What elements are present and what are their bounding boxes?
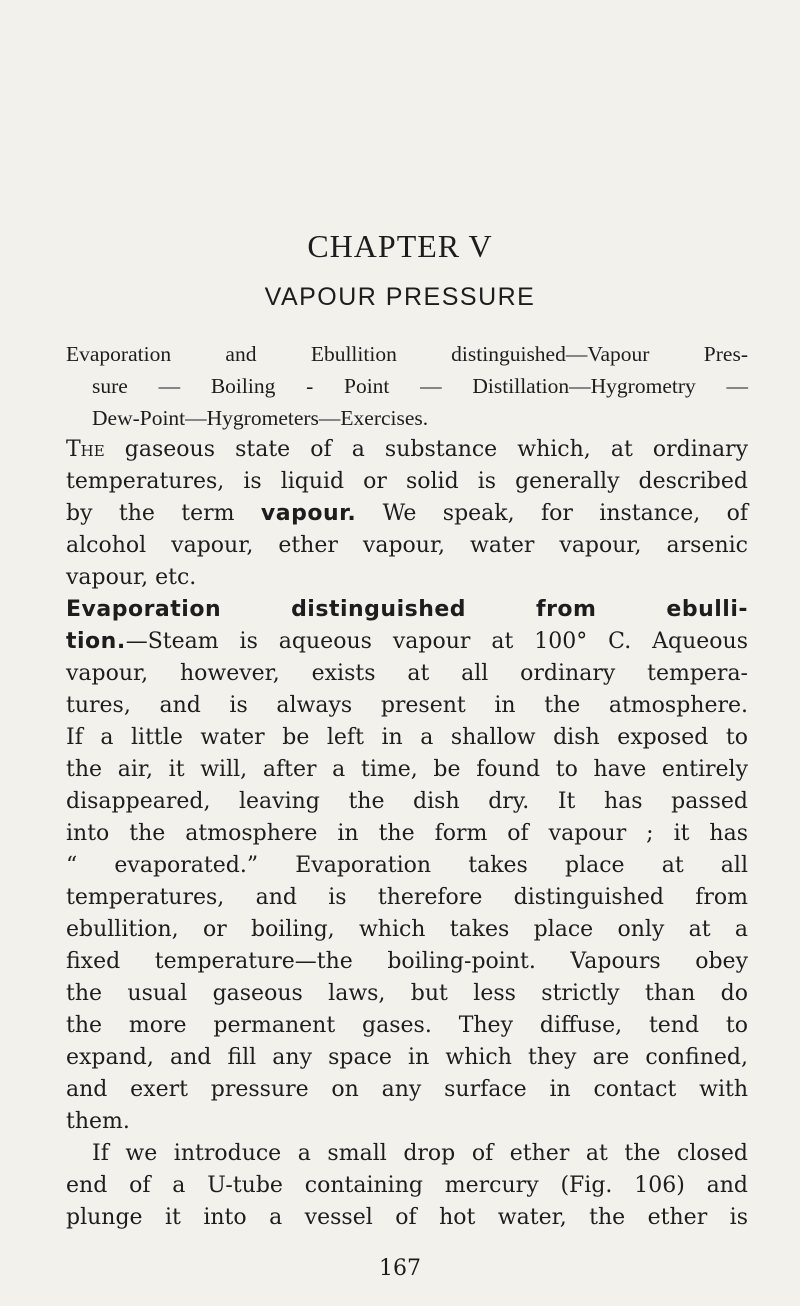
paragraph-line: the air, it will, after a time, be found to have entirely — [66, 757, 748, 782]
paragraph-line: “ evaporated.” Evaporation takes place at all — [66, 853, 748, 878]
chapter-heading: CHAPTER V — [307, 228, 493, 264]
paragraph-line: the usual gaseous laws, but less strictly than do — [66, 981, 748, 1006]
chapter-summary — [66, 338, 748, 434]
paragraph-line: expand, and fill any space in which they are confined, — [66, 1045, 748, 1070]
paragraph-line: temperatures, is liquid or solid is generally described — [66, 469, 748, 494]
summary-line: Evaporation and Ebullition distinguished—Vapour Pres- — [66, 342, 748, 366]
body-text — [66, 434, 748, 1234]
paragraph-line: vapour, etc. — [66, 565, 197, 590]
paragraph-line: the more permanent gases. They diffuse, tend to — [66, 1013, 748, 1038]
paragraph-line: them. — [66, 1109, 130, 1134]
bold-term: vapour. — [260, 501, 357, 526]
section-heading-line — [66, 594, 748, 626]
paragraph-line: and exert pressure on any surface in contact with — [66, 1077, 748, 1102]
paragraph-line: fixed temperature—the boiling-point. Vapours obey — [66, 949, 748, 974]
lead-word: The — [66, 437, 105, 462]
section-heading: Evaporation distinguished from ebulli- — [66, 597, 748, 622]
paragraph-line: tion.—Steam is aqueous vapour at 100° C. Aqueous — [66, 629, 748, 654]
paragraph-line: temperatures, and is therefore distinguished from — [66, 885, 748, 910]
paragraph-line: tures, and is always present in the atmosphere. — [66, 693, 748, 718]
summary-line: sure — Boiling - Point — Distillation—Hygrometry — — [92, 374, 748, 398]
paragraph-line: If we introduce a small drop of ether at the closed — [92, 1141, 748, 1166]
paragraph-line: The gaseous state of a substance which, at ordinary — [66, 437, 748, 462]
summary-line: Dew-Point—Hygrometers—Exercises. — [92, 406, 429, 430]
paragraph-line: alcohol vapour, ether vapour, water vapour, arsenic — [66, 533, 748, 558]
page-number: 167 — [379, 1256, 421, 1281]
chapter-title: VAPOUR PRESSURE — [264, 283, 536, 311]
paragraph-line: into the atmosphere in the form of vapour ; it has — [66, 821, 748, 846]
paragraph-line: vapour, however, exists at all ordinary tempera- — [66, 661, 748, 686]
paragraph-line: end of a U-tube containing mercury (Fig. 106) and — [66, 1173, 748, 1198]
section-heading-end: tion. — [66, 629, 126, 654]
paragraph-line: disappeared, leaving the dish dry. It has passed — [66, 789, 748, 814]
paragraph-line: by the term vapour. We speak, for instance, of — [66, 501, 749, 526]
paragraph-line: ebullition, or boiling, which takes place only at a — [66, 917, 748, 942]
paragraph-line: If a little water be left in a shallow dish exposed to — [66, 725, 748, 750]
paragraph-line: plunge it into a vessel of hot water, the ether is — [66, 1205, 748, 1230]
